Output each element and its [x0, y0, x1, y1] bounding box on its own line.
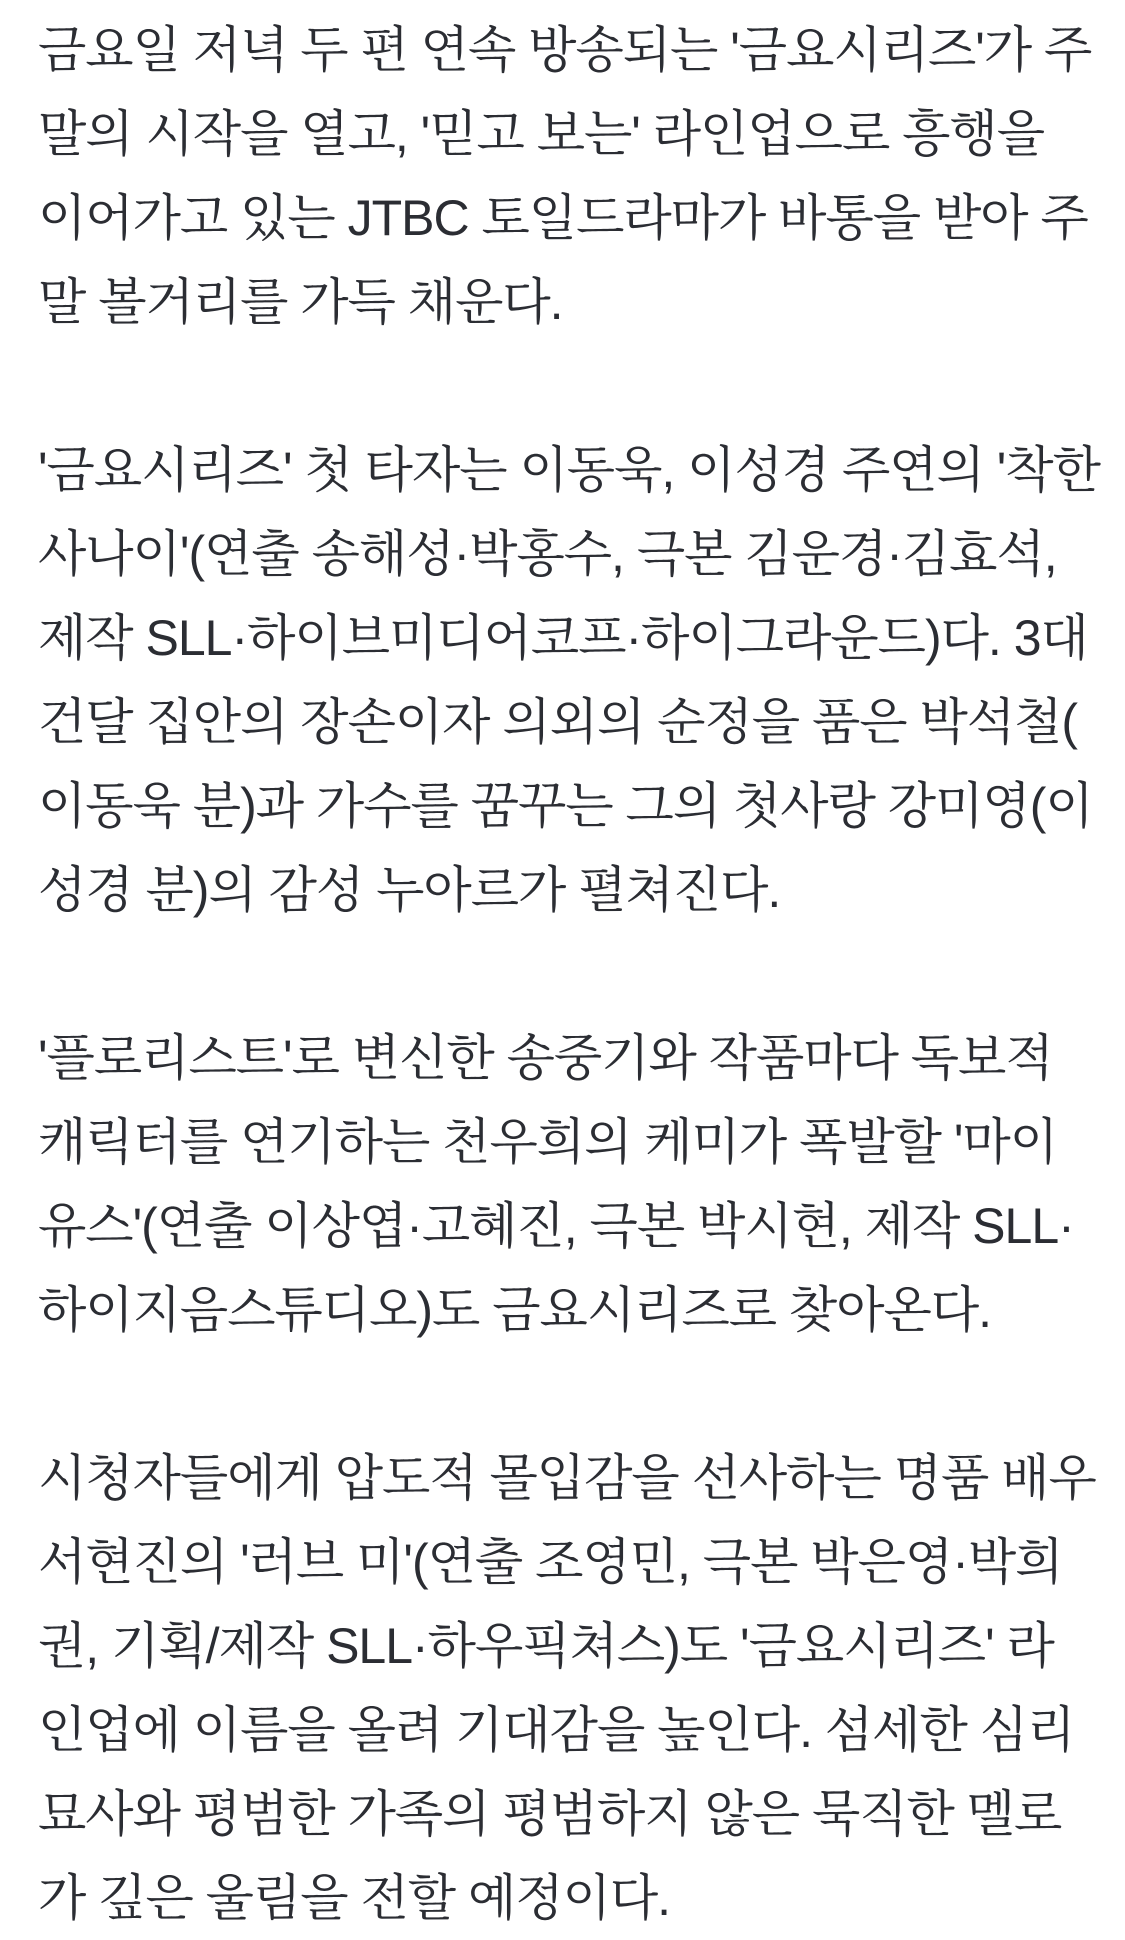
text-line: 권, 기획/제작 SLL·하우픽쳐스)도 '금요시리즈' 라: [38, 1618, 1054, 1674]
text-line: 묘사와 평범한 가족의 평범하지 않은 묵직한 멜로: [38, 1786, 1062, 1842]
text-line: '금요시리즈' 첫 타자는 이동욱, 이성경 주연의 '착한: [38, 442, 1100, 498]
text-line: 건달 집안의 장손이자 의외의 순정을 품은 박석철(: [38, 694, 1077, 750]
text-line: 금요일 저녁 두 편 연속 방송되는 '금요시리즈'가 주: [38, 22, 1092, 78]
text-line: 성경 분)의 감성 누아르가 펼쳐진다.: [38, 862, 781, 918]
text-line: 제작 SLL·하이브미디어코프·하이그라운드)다. 3대: [38, 610, 1088, 666]
text-line: 이동욱 분)과 가수를 꿈꾸는 그의 첫사랑 강미영(이: [38, 778, 1093, 834]
text-line: '플로리스트'로 변신한 송중기와 작품마다 독보적: [38, 1030, 1053, 1086]
text-line: 유스'(연출 이상엽·고혜진, 극본 박시현, 제작 SLL·: [38, 1198, 1074, 1254]
paragraph: [38, 1016, 1097, 1352]
paragraph: [38, 8, 1097, 344]
text-line: 이어가고 있는 JTBC 토일드라마가 바통을 받아 주: [38, 190, 1088, 246]
text-line: 사나이'(연출 송해성·박홍수, 극본 김운경·김효석,: [38, 526, 1057, 582]
text-line: 서현진의 '러브 미'(연출 조영민, 극본 박은영·박희: [38, 1534, 1063, 1590]
text-line: 하이지음스튜디오)도 금요시리즈로 찾아온다.: [38, 1282, 992, 1338]
text-line: 말 볼거리를 가득 채운다.: [38, 274, 563, 330]
text-line: 시청자들에게 압도적 몰입감을 선사하는 명품 배우: [38, 1450, 1096, 1506]
text-line: 캐릭터를 연기하는 천우희의 케미가 폭발할 '마이: [38, 1114, 1058, 1170]
text-line: 인업에 이름을 올려 기대감을 높인다. 섬세한 심리: [38, 1702, 1075, 1758]
text-line: 말의 시작을 열고, '믿고 보는' 라인업으로 흥행을: [38, 106, 1045, 162]
paragraph: [38, 428, 1100, 932]
text-line: 가 깊은 울림을 전할 예정이다.: [38, 1870, 671, 1926]
paragraph: [38, 1436, 1097, 1940]
